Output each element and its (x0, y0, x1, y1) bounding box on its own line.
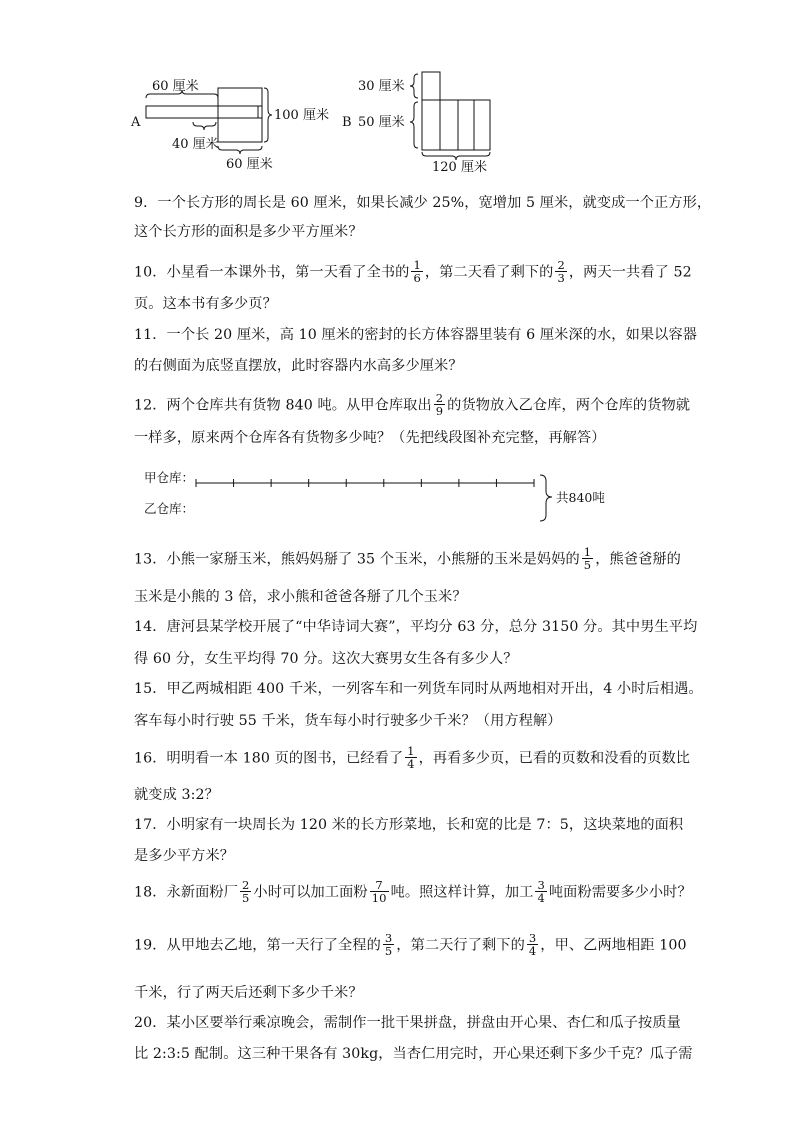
q10-text-c: ，两天一共看了 52 (568, 264, 692, 281)
q19-line-1 (134, 933, 687, 958)
q18-text-d: 吨面粉需要多少小时？ (548, 884, 692, 901)
segment-label-yi: 乙仓库： (144, 501, 195, 516)
q19-line-2: 千米，行了两天后还剩下多少千米？ (134, 985, 363, 1001)
q19-text-b: ，第二天行了剩下的 (396, 937, 525, 954)
q12-line-1 (134, 393, 690, 418)
q9-line-1: 9．一个长方形的周长是 60 厘米，如果长减少 25%，宽增加 5 厘米，就变成一个正方形， (134, 195, 712, 211)
q18-line (134, 880, 692, 905)
q10-text-a: 10．小星看一本课外书，第一天看了全书的 (134, 264, 410, 281)
q10-fraction-2: $\frac{2}{3}$ (557, 258, 565, 285)
q14-line-2: 得 60 分，女生平均得 70 分。这次大赛男女生各有多少人？ (134, 651, 518, 667)
q13-fraction: $\frac{1}{5}$ (583, 545, 592, 572)
q12-text-b: 的货物放入乙仓库，两个仓库的货物就 (447, 397, 691, 414)
figure-a-dim-right: 100 厘米 (274, 108, 329, 123)
segment-diagram (130, 465, 620, 525)
figure-b-dim-top: 30 厘米 (358, 79, 405, 94)
q18-fraction-2: $\frac{7}{10}$ (371, 878, 387, 905)
q17-line-1: 17．小明家有一块周长为 120 米的长方形菜地，长和宽的比是 7：5，这块菜地的面积 (134, 817, 684, 833)
q15-line-1: 15．甲乙两城相距 400 千米，一列客车和一列货车同时从两地相对开出，4 小时后相遇。 (134, 681, 703, 697)
q13-text-b: ，熊爸爸掰的 (595, 551, 681, 568)
q14-line-1: 14．唐河县某学校开展了“中华诗词大赛”，平均分 63 分，总分 3150 分。其中男生平均 (134, 619, 698, 635)
figure-a (128, 74, 338, 174)
figure-a-dim-left: 60 厘米 (152, 79, 199, 94)
q16-line-1 (134, 746, 690, 771)
q10-text-b: ，第二天看了剩下的 (424, 264, 554, 281)
q10-fraction-1: $\frac{1}{6}$ (413, 258, 421, 285)
segment-brace (540, 475, 552, 521)
figure-b-dim-mid: 50 厘米 (358, 115, 405, 130)
q12-fraction: $\frac{2}{9}$ (435, 391, 444, 418)
q18-text-a: 18．永新面粉厂 (134, 884, 238, 901)
figure-b-label: B (342, 115, 352, 130)
q16-line-2: 就变成 3:2？ (134, 787, 219, 803)
figure-a-dim-bottom: 60 厘米 (226, 157, 273, 172)
q18-fraction-3: $\frac{3}{4}$ (537, 878, 545, 905)
q12-line-2: 一样多，原来两个仓库各有货物多少吨？（先把线段图补充完整，再解答） (134, 430, 606, 446)
segment-label-jia: 甲仓库： (144, 470, 195, 485)
q13-line-1 (134, 547, 681, 572)
figure-b-dim-bottom: 120 厘米 (432, 160, 487, 175)
q13-line-2: 玉米是小熊的 3 倍，求小熊和爸爸各掰了几个玉米？ (134, 589, 467, 605)
q16-text-b: ，再看多少页，已看的页数和没看的页数比 (418, 750, 691, 767)
q20-line-2: 比 2:3:5 配制。这三种干果各有 30kg，当杏仁用完时，开心果还剩下多少千克？瓜子需 (134, 1046, 693, 1062)
q16-text-a: 16．明明看一本 180 页的图书，已经看了 (134, 750, 404, 767)
q10-line-1 (134, 260, 692, 285)
q16-fraction: $\frac{1}{4}$ (407, 744, 415, 771)
q10-line-2: 页。这本书有多少页？ (134, 296, 277, 312)
figure-b (338, 70, 508, 176)
q20-line-1: 20．某小区要举行乘凉晚会，需制作一批干果拼盘，拼盘由开心果、杏仁和瓜子按质量 (134, 1015, 681, 1031)
q17-line-2: 是多少平方米？ (134, 848, 235, 864)
q15-line-2: 客车每小时行驶 55 千米，货车每小时行驶多少千米？（用方程解） (134, 713, 562, 729)
q19-text-c: ，甲、乙两地相距 100 (540, 937, 687, 954)
segment-total: 共840吨 (556, 490, 605, 505)
q18-text-b: 小时可以加工面粉 (253, 884, 368, 901)
q19-fraction-2: $\frac{3}{4}$ (528, 931, 537, 958)
q18-fraction-1: $\frac{2}{5}$ (241, 878, 250, 905)
figure-a-label: A (131, 115, 141, 130)
q13-text-a: 13．小熊一家掰玉米，熊妈妈掰了 35 个玉米，小熊掰的玉米是妈妈的 (134, 551, 580, 568)
q19-fraction-1: $\frac{3}{5}$ (384, 931, 393, 958)
q11-line-2: 的右侧面为底竖直摆放，此时容器内水高多少厘米？ (134, 358, 463, 374)
figure-a-dim-mid: 40 厘米 (172, 137, 219, 152)
q18-text-c: 吨。照这样计算，加工 (390, 884, 534, 901)
q9-line-2: 这个长方形的面积是多少平方厘米？ (134, 224, 363, 240)
q19-text-a: 19．从甲地去乙地，第一天行了全程的 (134, 937, 381, 954)
q12-text-a: 12．两个仓库共有货物 840 吨。从甲仓库取出 (134, 397, 432, 414)
q11-line-1: 11．一个长 20 厘米，高 10 厘米的密封的长方体容器里装有 6 厘米深的水，如果以容器 (134, 327, 698, 343)
